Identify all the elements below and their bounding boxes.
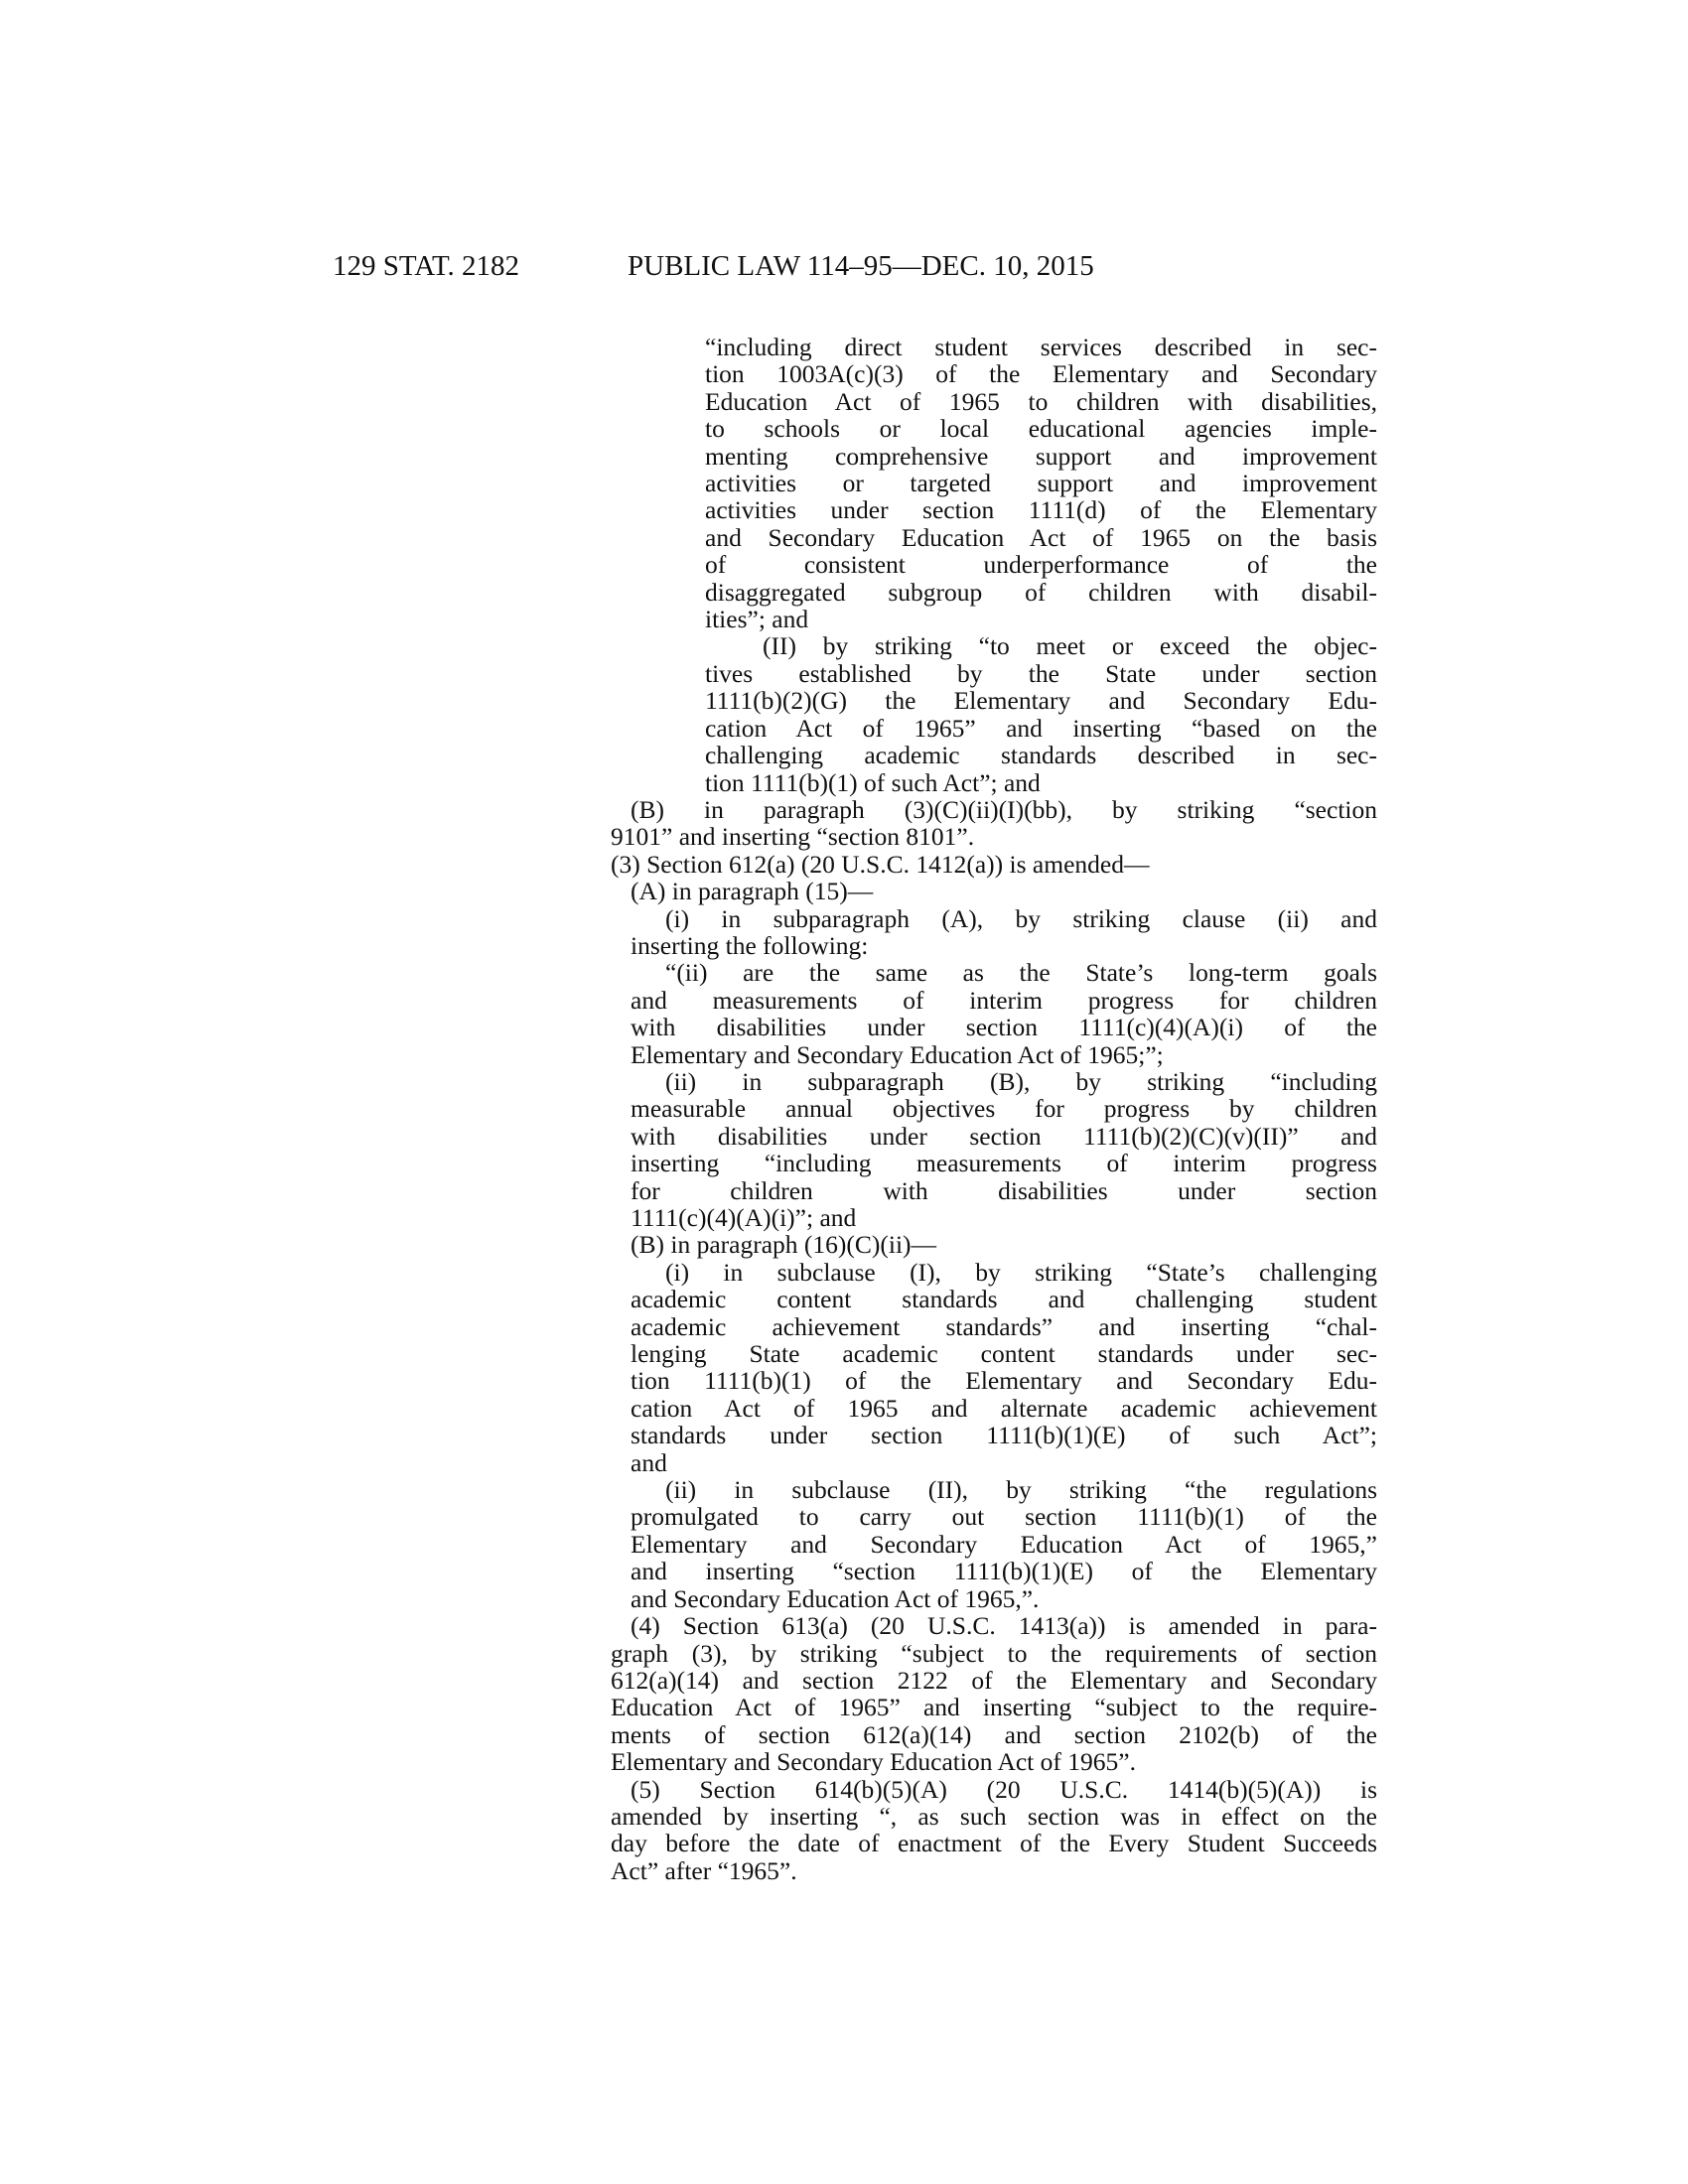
text-line: tion 1003A(c)(3) of the Elementary and Secondary: [705, 359, 1377, 389]
text-line: tion 1111(b)(1) of such Act”; and: [705, 767, 1041, 797]
text-line: (5) Section 614(b)(5)(A) (20 U.S.C. 1414(b)(5)(A)) is: [631, 1774, 1377, 1804]
text-line: with disabilities under section 1111(c)(4)(A)(i) of the: [631, 1013, 1377, 1042]
statute-page-number: 129 STAT. 2182: [333, 250, 520, 282]
text-line: tion 1111(b)(1) of the Elementary and Secondary Edu-: [631, 1366, 1377, 1396]
text-line: (ii) in subclause (II), by striking “the regulations: [665, 1475, 1377, 1505]
text-line: ments of section 612(a)(14) and section 2102(b) of the: [611, 1719, 1377, 1749]
text-line: promulgated to carry out section 1111(b)(1) of the: [631, 1502, 1377, 1532]
text-line: (i) in subparagraph (A), by striking clause (ii) and: [665, 903, 1377, 933]
text-line: (A) in paragraph (15)—: [631, 877, 874, 906]
text-line: (B) in paragraph (3)(C)(ii)(I)(bb), by striking “section: [631, 794, 1377, 824]
document-body: [611, 334, 1377, 1884]
text-line: amended by inserting “, as such section was in effect on the: [611, 1801, 1377, 1831]
paragraph: [611, 1231, 1377, 1258]
text-line: challenging academic standards described in sec-: [705, 741, 1377, 770]
text-line: graph (3), by striking “subject to the requirements of section: [611, 1638, 1377, 1668]
running-header-title: PUBLIC LAW 114–95—DEC. 10, 2015: [628, 250, 1094, 282]
text-line: 612(a)(14) and section 2122 of the Elementary and Secondary: [611, 1665, 1377, 1695]
text-line: 1111(c)(4)(A)(i)”; and: [631, 1203, 857, 1232]
text-line: of consistent underperformance of the: [705, 550, 1377, 580]
paragraph: [611, 632, 1377, 795]
paragraph: [611, 334, 1377, 632]
text-line: cation Act of 1965” and inserting “based on the: [705, 713, 1377, 743]
text-line: Elementary and Secondary Education Act of 1965;”;: [631, 1039, 1164, 1069]
text-line: day before the date of enactment of the Every Student Succeeds: [611, 1829, 1377, 1858]
text-line: and: [631, 1447, 667, 1477]
text-line: and measurements of interim progress for children: [631, 985, 1377, 1015]
text-line: with disabilities under section 1111(b)(2)(C)(v)(II)” and: [631, 1121, 1377, 1151]
text-line: and Secondary Education Act of 1965 on the basis: [705, 522, 1377, 552]
text-line: Elementary and Secondary Education Act of 1965,”: [631, 1529, 1377, 1559]
text-line: activities under section 1111(d) of the Elementary: [705, 495, 1377, 525]
text-line: inserting “including measurements of interim progress: [631, 1149, 1377, 1178]
text-line: Education Act of 1965 to children with disabilities,: [705, 386, 1377, 416]
text-line: disaggregated subgroup of children with disabil-: [705, 577, 1377, 607]
text-line: Act” after “1965”.: [611, 1855, 797, 1885]
text-line: “(ii) are the same as the State’s long-term goals: [665, 958, 1377, 988]
text-line: ities”; and: [705, 605, 809, 634]
text-line: (II) by striking “to meet or exceed the objec-: [763, 631, 1377, 661]
paragraph: [611, 1476, 1377, 1612]
text-line: and Secondary Education Act of 1965,”.: [631, 1583, 1040, 1613]
text-line: 1111(b)(2)(G) the Elementary and Secondary Edu-: [705, 686, 1377, 716]
text-line: Education Act of 1965” and inserting “subject to the require-: [611, 1693, 1377, 1722]
text-line: 9101” and inserting “section 8101”.: [611, 822, 975, 852]
paragraph: [611, 1068, 1377, 1231]
paragraph: [611, 851, 1377, 878]
paragraph: [611, 959, 1377, 1068]
text-line: inserting the following:: [631, 930, 869, 960]
paragraph: [611, 796, 1377, 851]
paragraph: [611, 905, 1377, 960]
text-line: activities or targeted support and improvement: [705, 469, 1377, 498]
text-line: standards under section 1111(b)(1)(E) of such Act”;: [631, 1421, 1377, 1450]
text-line: (i) in subclause (I), by striking “State’s challenging: [665, 1257, 1377, 1287]
text-line: (3) Section 612(a) (20 U.S.C. 1412(a)) is amended—: [611, 849, 1150, 879]
text-line: (4) Section 613(a) (20 U.S.C. 1413(a)) is amended in para-: [631, 1611, 1377, 1641]
paragraph: [611, 1259, 1377, 1476]
text-line: cation Act of 1965 and alternate academic achievement: [631, 1393, 1377, 1423]
text-line: tives established by the State under section: [705, 658, 1377, 688]
paragraph: [611, 878, 1377, 904]
text-line: Elementary and Secondary Education Act of 1965”.: [611, 1747, 1136, 1777]
text-line: for children with disabilities under section: [631, 1175, 1377, 1205]
text-line: “including direct student services described in sec-: [705, 333, 1377, 361]
text-line: menting comprehensive support and improvement: [705, 441, 1377, 471]
paragraph: [611, 1776, 1377, 1885]
text-line: academic content standards and challenging student: [631, 1285, 1377, 1314]
text-line: measurable annual objectives for progress by children: [631, 1094, 1377, 1124]
text-line: (B) in paragraph (16)(C)(ii)—: [631, 1230, 937, 1260]
text-line: and inserting “section 1111(b)(1)(E) of the Elementary: [631, 1557, 1377, 1586]
text-line: lenging State academic content standards under sec-: [631, 1339, 1377, 1369]
text-line: to schools or local educational agencies imple-: [705, 414, 1377, 444]
paragraph: [611, 1612, 1377, 1775]
text-line: (ii) in subparagraph (B), by striking “including: [665, 1066, 1377, 1096]
text-line: academic achievement standards” and inserting “chal-: [631, 1311, 1377, 1341]
